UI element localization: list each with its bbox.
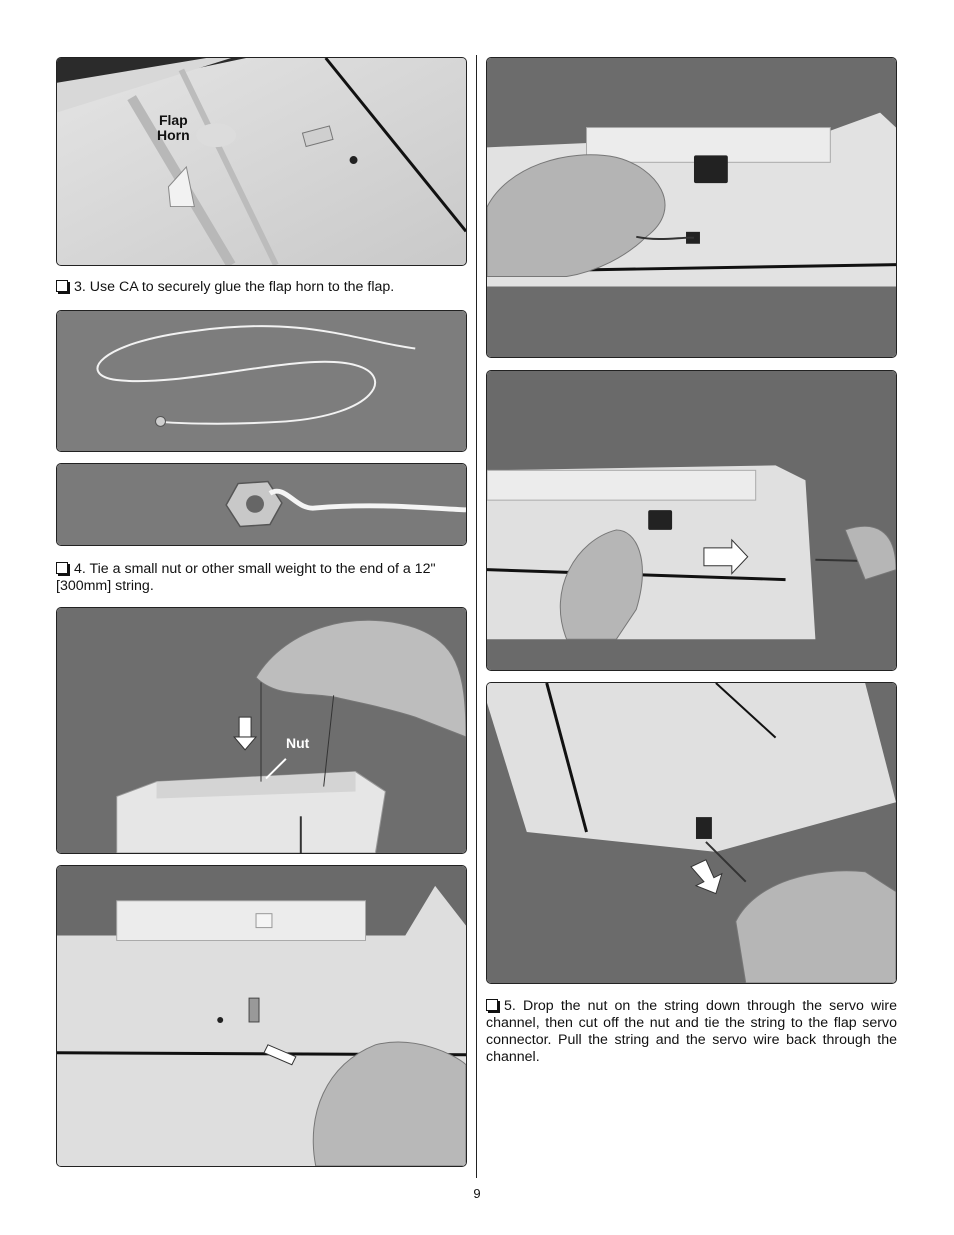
step-5-text: 5. Drop the nut on the string down through the servo wire channel, then cut off the nut and tie the string to the flap servo connector. Pull the string and the servo wire back through the channel.: [486, 998, 897, 1065]
photo-pull-string-wing: [56, 865, 467, 1167]
string-illustration: [57, 311, 466, 451]
photo-drop-nut: [56, 607, 467, 854]
photo-string-nut: [56, 310, 467, 452]
horn-label-line2: Horn: [157, 127, 190, 143]
pull-wire-down-illustration: [487, 683, 896, 983]
step-3-checkbox[interactable]: [56, 280, 68, 292]
flap-horn-callout: [157, 113, 190, 143]
photo-servo-hand: [486, 57, 897, 358]
photo-pull-wire-down: [486, 682, 897, 984]
step-4-checkbox[interactable]: [56, 562, 68, 574]
step-4-caption: [56, 561, 467, 595]
flap-horn-illustration: [57, 58, 466, 265]
pull-string-wing-illustration: [57, 866, 466, 1166]
servo-pull-right-illustration: [487, 371, 896, 670]
photo-servo-pull-right: [486, 370, 897, 671]
flap-label-line1: Flap: [158, 112, 188, 128]
step-3-text: 3. Use CA to securely glue the flap horn to the flap.: [74, 279, 395, 295]
photo-nut-closeup: [56, 463, 467, 546]
photo-flap-horn: [56, 57, 467, 266]
step-3-caption: [56, 279, 467, 296]
nut-label: Nut: [286, 735, 310, 751]
drop-nut-illustration: [57, 608, 466, 853]
column-divider: [476, 55, 477, 1178]
servo-hand-illustration: [487, 58, 896, 357]
step-4-text: 4. Tie a small nut or other small weight to the end of a 12" [300mm] string.: [56, 561, 436, 594]
step-5-checkbox[interactable]: [486, 999, 498, 1011]
step-5-caption: [486, 998, 897, 1066]
page-number: 9: [473, 1186, 481, 1201]
nut-closeup-illustration: [57, 464, 466, 545]
